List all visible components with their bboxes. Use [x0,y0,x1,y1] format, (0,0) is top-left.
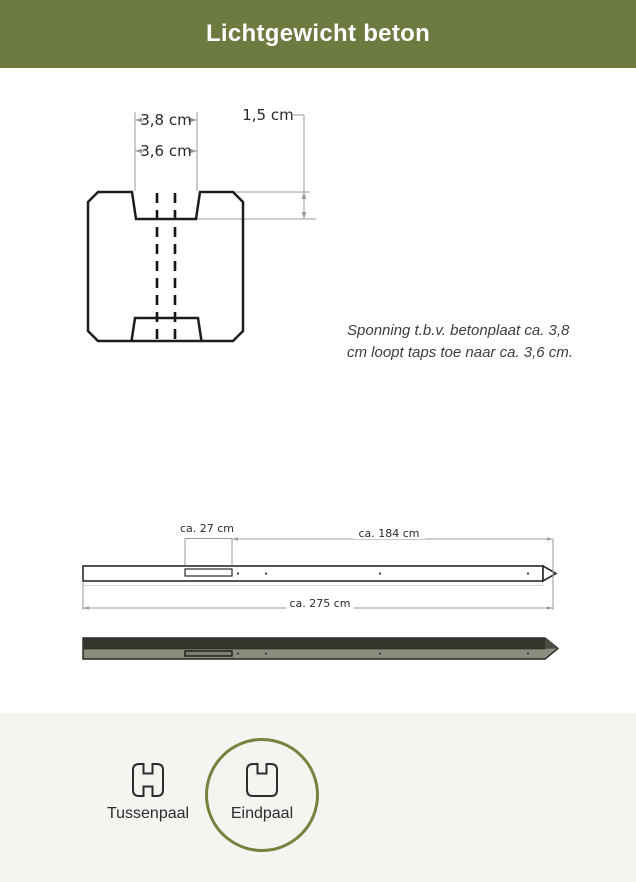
dim-depth-label: 1,5 cm [242,106,294,124]
render-hole [237,653,239,655]
post-hole [527,572,529,574]
post-hole [379,572,381,574]
option-label: Tussenpaal [106,805,190,822]
post-hole [237,572,239,574]
post-hole [265,572,267,574]
render-tip-shade [545,638,558,649]
dim-width-bottom-label: 3,6 cm [140,142,192,160]
sponning-note [347,320,573,364]
post-3d-render [75,630,570,668]
dim-slot-label: ca. 27 cm [179,522,235,535]
render-top-face [83,638,545,649]
render-hole [379,653,381,655]
header [0,0,636,68]
tussenpaal-icon [131,762,165,798]
sponning-note-line2: cm loopt taps toe naar ca. 3,6 cm. [347,344,573,361]
option-tussenpaal[interactable] [98,762,198,823]
page-title: Lichtgewicht beton [205,20,431,47]
dim-tip-label: ca. 184 cm [358,527,420,540]
render-slot [185,651,232,656]
bottom-notch [132,318,202,341]
post-point-tip [543,566,556,581]
post-type-options [0,713,636,882]
post-side-view-diagram [75,515,570,615]
option-eindpaal[interactable] [212,762,312,823]
dim-total-label: ca. 275 cm [289,597,351,610]
post-slot [185,569,232,576]
dim-width-top-label: 3,8 cm [140,111,192,129]
option-label: Eindpaal [230,805,294,822]
render-hole [265,653,267,655]
eindpaal-icon [245,762,279,798]
render-hole [527,653,529,655]
sponning-note-line1: Sponning t.b.v. betonplaat ca. 3,8 [347,322,570,339]
cross-section-diagram [80,95,330,360]
post-body [83,566,543,581]
